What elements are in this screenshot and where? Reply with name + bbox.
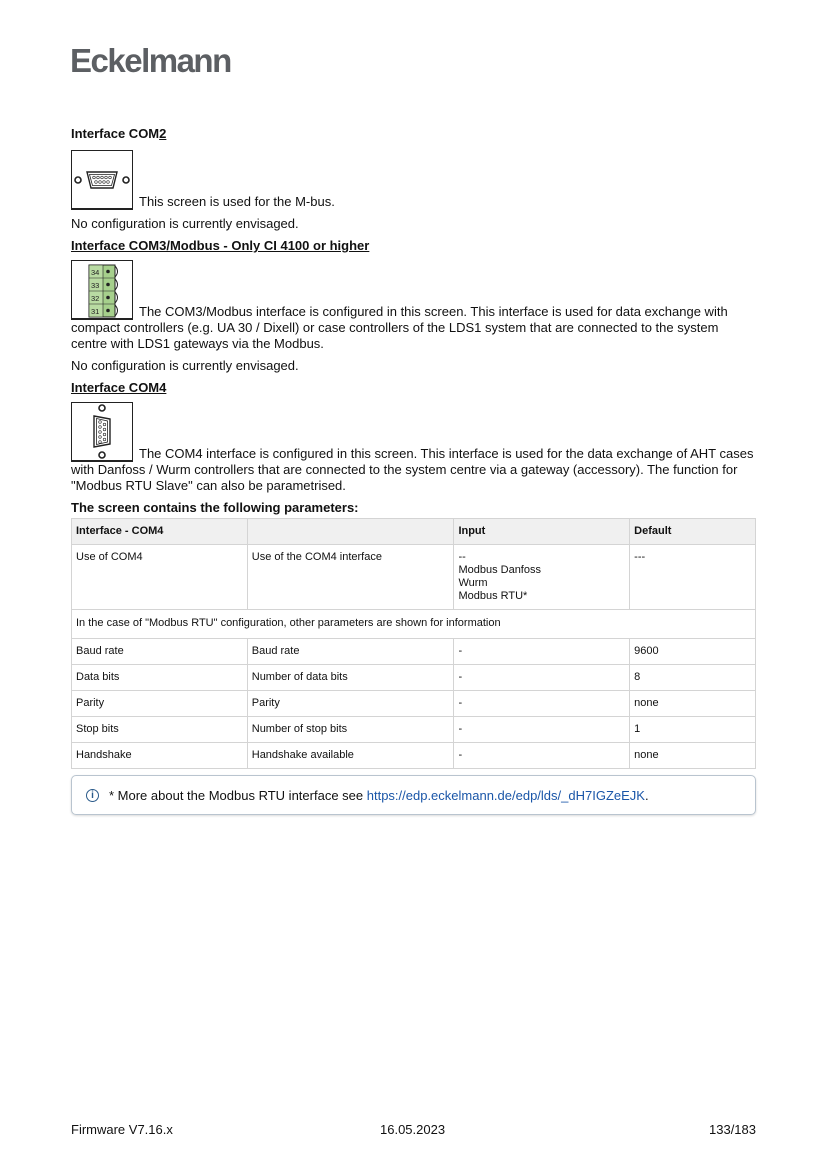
param-name: Baud rate <box>72 639 248 665</box>
table-header-cell <box>247 519 454 545</box>
table-row <box>72 639 756 665</box>
input-option: Modbus Danfoss <box>458 564 541 576</box>
main-content <box>71 126 756 815</box>
modbus-info-link[interactable]: https://edp.eckelmann.de/edp/lds/_dH7IGZeEJK <box>366 788 645 803</box>
table-note: In the case of "Modbus RTU" configuration, other parameters are shown for information <box>72 610 756 639</box>
com3-heading: Interface COM3/Modbus - Only CI 4100 or higher <box>71 238 370 253</box>
input-option: -- <box>458 551 466 563</box>
terminal-block-icon <box>71 260 133 320</box>
params-heading: The screen contains the following parameters: <box>71 500 359 515</box>
table-header-row <box>72 519 756 545</box>
param-input: - <box>454 743 630 769</box>
param-input: - <box>454 717 630 743</box>
table-header-cell: Interface - COM4 <box>72 519 248 545</box>
param-default: none <box>630 743 756 769</box>
info-text: * More about the Modbus RTU interface see https://edp.eckelmann.de/edp/lds/_dH7IGZeEJK. <box>109 788 649 803</box>
footer-date: 16.05.2023 <box>380 1122 446 1137</box>
param-input: - <box>454 665 630 691</box>
com4-heading: Interface COM4 <box>71 380 167 395</box>
param-name: Use of COM4 <box>72 545 248 610</box>
param-desc: Handshake available <box>247 743 454 769</box>
footer-page-number: 133/183 <box>709 1122 756 1137</box>
com4-paragraph <box>71 402 756 494</box>
param-default: 9600 <box>630 639 756 665</box>
table-row <box>72 743 756 769</box>
input-option: Wurm <box>458 577 488 589</box>
table-header-cell: Default <box>630 519 756 545</box>
param-input: - <box>454 691 630 717</box>
com2-text: This screen is used for the M-bus. <box>139 194 335 209</box>
input-option: Modbus RTU* <box>458 590 528 602</box>
terminal-label: 32 <box>91 294 100 303</box>
com3-text: The COM3/Modbus interface is configured in this screen. This interface is used for data exchange with compact controllers (e.g. UA 30 / Dixell) or case controllers of the LDS1 system that are connected to the system centre with LDS1 gateways via the Modbus. <box>71 304 728 351</box>
param-desc: Number of data bits <box>247 665 454 691</box>
param-desc: Parity <box>247 691 454 717</box>
param-input: - <box>454 639 630 665</box>
com2-note: No configuration is currently envisaged. <box>71 216 299 231</box>
info-note <box>71 775 756 815</box>
param-name: Stop bits <box>72 717 248 743</box>
com2-paragraph <box>71 150 756 210</box>
param-default: --- <box>630 545 756 610</box>
com2-heading: Interface COM2 <box>71 126 167 141</box>
table-row <box>72 717 756 743</box>
com3-note: No configuration is currently envisaged. <box>71 358 299 373</box>
terminal-label: 34 <box>91 268 100 277</box>
sub-d-9-horizontal-icon <box>71 150 133 210</box>
com4-text: The COM4 interface is configured in this screen. This interface is used for the data exchange of AHT cases with Danfoss / Wurm controllers that are connected to the system centre via a gateway (accessory). The function for "Modbus RTU Slave" can also be parametrised. <box>71 446 754 493</box>
param-desc: Baud rate <box>247 639 454 665</box>
param-default: none <box>630 691 756 717</box>
table-note-row <box>72 610 756 639</box>
footer-firmware: Firmware V7.16.x <box>71 1122 173 1137</box>
param-name: Parity <box>72 691 248 717</box>
info-icon: i <box>86 789 99 802</box>
param-default: 8 <box>630 665 756 691</box>
param-input <box>454 545 630 610</box>
table-row <box>72 665 756 691</box>
com3-paragraph <box>71 260 756 352</box>
param-name: Data bits <box>72 665 248 691</box>
param-name: Handshake <box>72 743 248 769</box>
table-row <box>72 545 756 610</box>
param-desc: Number of stop bits <box>247 717 454 743</box>
sub-d-9-vertical-icon <box>71 402 133 462</box>
brand-logo: Eckelmann <box>70 42 231 79</box>
parameters-table <box>71 518 756 769</box>
terminal-label: 31 <box>91 307 100 316</box>
param-default: 1 <box>630 717 756 743</box>
table-row <box>72 691 756 717</box>
param-desc: Use of the COM4 interface <box>247 545 454 610</box>
table-header-cell: Input <box>454 519 630 545</box>
terminal-label: 33 <box>91 281 100 290</box>
